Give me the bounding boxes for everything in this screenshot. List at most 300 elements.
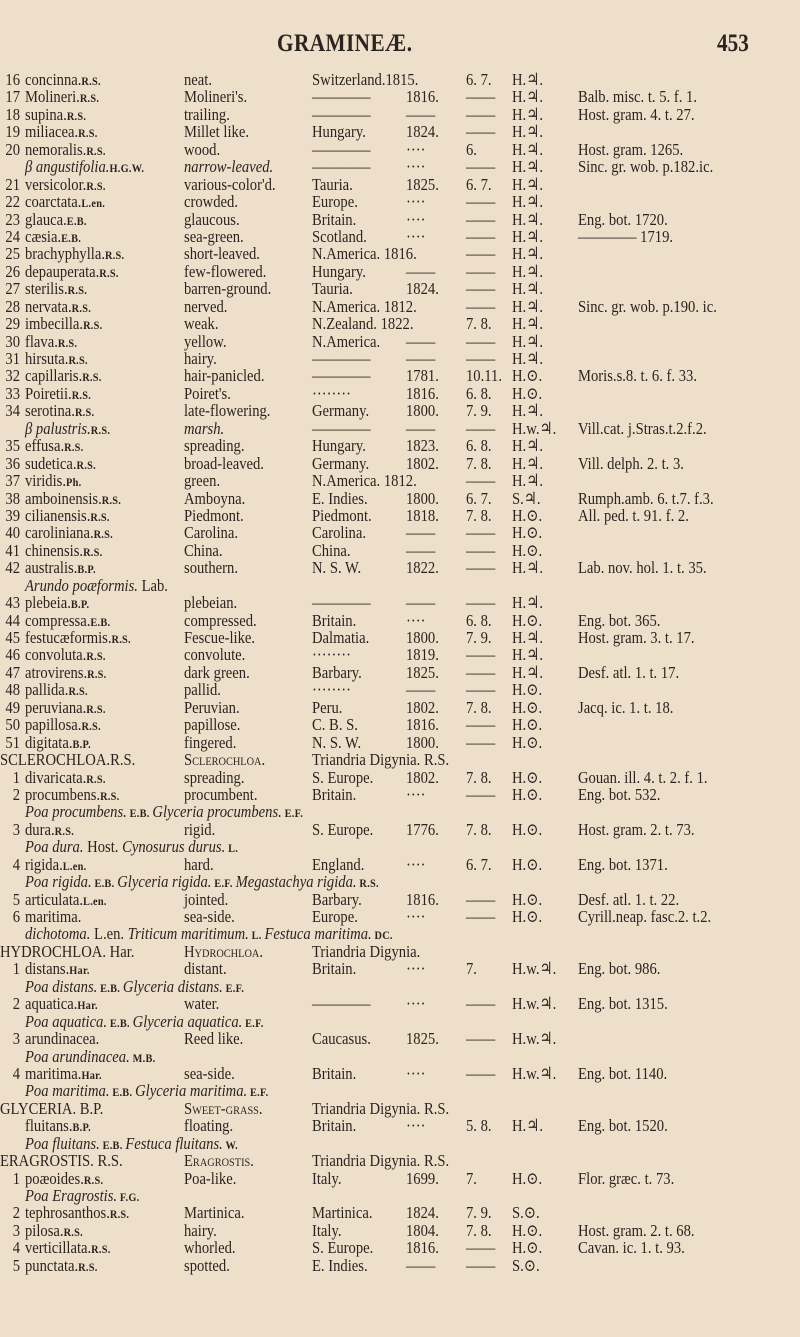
english-name: plebeian. [184,593,238,613]
english-name: neat. [184,70,213,89]
synonym-name: Poa distans. [25,976,98,996]
culture-duration: H.♃. [512,244,543,264]
species-number: 5 [12,1255,20,1275]
species-number: 28 [5,296,20,316]
species-row [0,472,800,489]
year-introduced: 1816. [406,715,439,735]
synonym-line [0,1082,800,1099]
species-epithet: amboinensis. [25,488,102,508]
synonym-name: Poa fluitans. [25,1133,100,1153]
native-country: ———— [312,349,371,368]
genus-english: Sweet-grass. [184,1098,263,1118]
species-number: 18 [5,104,20,124]
genus-heading [0,1100,800,1117]
year-introduced: ···· [406,854,426,874]
species-row [0,856,800,873]
english-name: Millet like. [184,122,249,142]
culture-duration: H.♃. [512,87,543,107]
native-country: Britain. [312,784,357,804]
english-name: Fescue-like. [184,628,256,647]
species-epithet: aquatica. [25,994,78,1014]
flowering-months: —— [466,732,496,752]
species-number: 31 [5,349,20,368]
synonym-line [0,1135,800,1152]
authority: R.S. [86,649,106,664]
english-name: whorled. [184,1238,236,1258]
synonym-name: Megastachya rigida. [235,872,357,892]
native-country: Scotland. [312,226,367,246]
figure-reference: Sinc. gr. wob. p.182.ic. [578,157,714,177]
synonym-name: Cynosurus durus. [122,837,226,857]
species-number: 22 [5,192,20,212]
culture-duration: H.⊙. [512,819,543,839]
native-country: N.Zealand. 1822. [312,314,414,334]
english-name: sea-side. [184,907,235,926]
culture-duration: H.⊙. [512,540,543,560]
species-epithet: distans. [25,959,70,979]
english-name: jointed. [184,889,229,909]
species-row [0,699,800,716]
year-introduced: —— [406,331,436,351]
species-epithet: brachyphylla. [25,244,105,264]
species-row [0,960,800,977]
year-introduced: 1825. [406,1029,439,1049]
species-epithet: papillosa. [25,715,82,735]
species-number: 43 [5,593,20,613]
synonym-authority: E.F. [222,980,245,995]
flowering-months: 7. 8. [466,453,492,473]
native-country: Barbary. [312,889,362,909]
species-epithet: versicolor. [25,174,87,194]
year-introduced: ···· [406,139,426,159]
figure-reference: Eng. bot. 365. [578,610,661,630]
native-country: Switzerland.1815. [312,70,419,89]
english-name: yellow. [184,331,227,351]
species-number: 1 [12,1168,20,1188]
culture-duration: H.♃. [512,226,543,246]
figure-reference: Host. gram. 4. t. 27. [578,104,695,124]
genus-name: GLYCERIA. B.P. [0,1098,104,1118]
species-row [0,1117,800,1134]
culture-duration: H.⊙. [512,383,543,403]
flowering-months: —— [466,157,496,177]
species-epithet: poæoides. [25,1168,84,1188]
culture-duration: H.w.♃. [512,418,557,438]
authority: R.S. [78,1259,98,1274]
english-name: glaucous. [184,209,240,229]
species-epithet: flava. [25,331,58,351]
species-name [25,1257,98,1276]
culture-duration: H.♃. [512,401,543,421]
culture-duration: H.♃. [512,436,543,456]
synonym-line [0,577,800,594]
species-epithet: convoluta. [25,645,87,665]
authority: R.S. [93,527,113,542]
authority: E.B. [61,230,82,245]
species-number: 45 [5,628,20,647]
year-introduced: 1816. [406,87,439,107]
species-epithet: australis. [25,558,78,578]
authority: R.S. [81,74,101,88]
figure-reference: Host. gram. 3. t. 17. [578,628,695,647]
synonym-name: Glyceria maritima. [135,1081,248,1101]
native-country: Hungary. [312,122,366,142]
species-epithet: pallida. [25,680,69,700]
synonym-name: Glyceria rigida. [117,872,212,892]
species-number: 16 [5,70,20,89]
english-name: hairy. [184,1220,217,1240]
species-row [0,507,800,524]
culture-duration: H.⊙. [512,854,543,874]
species-row [0,612,800,629]
native-country: ———— [312,87,371,107]
species-row [0,193,800,210]
flowering-months: —— [466,593,496,613]
species-number: 4 [12,1063,20,1083]
species-row [0,1204,800,1221]
flowering-months: —— [466,889,496,909]
species-number: 19 [5,122,20,142]
flowering-months: 10.11. [466,366,503,386]
flowering-months: 6. 7. [466,174,492,194]
culture-duration: H.♃. [512,70,543,89]
authority: R.S. [109,1207,130,1222]
english-name: water. [184,994,220,1014]
native-country: N.America. 1812. [312,471,417,491]
authority: R.S. [86,178,106,193]
authority: R.S. [83,544,103,559]
species-row [0,1257,800,1274]
synonym-name: Glyceria distans. [122,976,223,996]
flowering-months: —— [466,349,496,368]
authority: R.S. [57,335,78,350]
species-epithet: cæsia. [25,226,62,246]
species-number: 27 [5,279,20,299]
synonym-authority: L. [225,841,239,856]
culture-duration: H.♃. [512,139,543,159]
native-country: Tauria. [312,279,353,299]
flowering-months: —— [466,122,496,142]
species-row [0,280,800,297]
species-row [0,402,800,419]
culture-duration: H.♃. [512,453,543,473]
species-number: 6 [12,907,20,926]
native-country: N. S. W. [312,732,362,752]
figure-reference: ———— 1719. [578,226,674,246]
authority: R.S. [86,771,106,786]
native-country: Hungary. [312,436,366,456]
flowering-months: 6. 7. [466,488,492,508]
flowering-months: 7. [466,1168,477,1188]
flowering-months: 6. 7. [466,854,492,874]
figure-reference: Host. gram. 1265. [578,139,684,159]
species-epithet: nemoralis. [25,139,87,159]
culture-duration: H.⊙. [512,680,543,700]
year-introduced: ···· [406,610,426,630]
species-epithet: fluitans. [25,1116,73,1136]
figure-reference: Rumph.amb. 6. t.7. f.3. [578,488,714,508]
synonym-authority: E.B. [99,1137,126,1152]
flowering-months: —— [466,261,496,281]
species-epithet: sudetica. [25,453,77,473]
genus-english: Eragrostis. [184,1151,254,1171]
authority: R.S. [104,248,125,263]
figure-reference: Eng. bot. 1315. [578,994,668,1014]
flowering-months: —— [466,471,496,491]
figure-reference: Balb. misc. t. 5. f. 1. [578,87,697,107]
species-row [0,385,800,402]
flowering-months: 6. 8. [466,436,492,456]
synonym-line [0,803,800,820]
english-name: Poa-like. [184,1168,237,1188]
native-country: S. Europe. [312,1238,374,1258]
authority: L.en. [83,893,107,908]
species-epithet: capillaris. [25,366,83,386]
species-row [0,176,800,193]
species-number: 20 [5,139,20,159]
culture-duration: H.♃. [512,662,543,682]
authority: R.S. [91,1242,111,1257]
english-name: dark green. [184,662,250,682]
genus-heading [0,1152,800,1169]
species-epithet: articulata. [25,889,84,909]
species-epithet: effusa. [25,436,65,456]
flowering-months: —— [466,680,496,700]
species-number: 2 [12,1203,20,1223]
authority: R.S. [68,684,88,699]
linnaean-class: Triandria Digynia. [312,941,421,961]
species-number: 21 [5,174,20,194]
authority: R.S. [83,318,103,333]
english-name: broad-leaved. [184,453,264,473]
species-number: 32 [5,366,20,386]
species-number: 47 [5,662,20,682]
species-number: 4 [12,854,20,874]
species-epithet: compressa. [25,610,91,630]
flowering-months: —— [466,418,496,438]
culture-duration: H.♃. [512,122,543,142]
species-number: 3 [12,1029,20,1049]
species-epithet: Poiretii. [25,383,72,403]
flowering-months: —— [466,244,496,264]
english-name: nerved. [184,296,228,316]
synonym-authority: E.F. [247,1085,269,1100]
authority: R.S. [82,370,102,385]
species-epithet: maritima. [25,1063,82,1083]
english-name: China. [184,540,223,560]
culture-duration: H.⊙. [512,523,543,543]
species-number: 29 [5,314,20,334]
synonym-authority: Lab. [137,575,168,595]
native-country: ———— [312,139,371,159]
native-country: ········ [312,383,351,403]
flowering-months: —— [466,558,496,578]
species-row [0,559,800,576]
native-country: Germany. [312,453,370,473]
species-row [0,298,800,315]
species-row [0,158,800,175]
flowering-months: —— [466,192,496,212]
species-row [0,891,800,908]
figure-reference: Eng. bot. 532. [578,784,661,804]
figure-reference: Host. gram. 2. t. 73. [578,819,695,839]
species-row [0,437,800,454]
species-epithet: festucæformis. [25,628,112,647]
authority: R.S. [87,666,107,681]
authority: H.G.W. [109,161,145,176]
species-epithet: arundinacea. [25,1029,100,1049]
linnaean-class: Triandria Digynia. R.S. [312,750,450,770]
year-introduced: 1800. [406,401,439,421]
species-number: 49 [5,697,20,717]
species-number: 30 [5,331,20,351]
synonym-authority: DC. [371,928,393,943]
english-name: Poiret's. [184,383,231,403]
native-country: Peru. [312,697,343,717]
species-row [0,88,800,105]
year-introduced: —— [406,523,436,543]
flowering-months: —— [466,1063,496,1083]
authority: R.S. [66,108,87,123]
linnaean-class: Triandria Digynia. R.S. [312,1151,450,1171]
english-name: green. [184,471,221,491]
native-country: N.America. 1812. [312,296,417,316]
culture-duration: H.⊙. [512,732,543,752]
synonym-name: Triticum maritimum. [127,924,249,944]
culture-duration: H.♃. [512,104,543,124]
english-name: sea-green. [184,226,244,246]
species-number: 51 [5,732,20,752]
authority: R.S. [83,1172,104,1187]
english-name: Carolina. [184,523,239,543]
flowering-months: 7. 8. [466,314,492,334]
flowering-months: —— [466,662,496,682]
flowering-months: —— [466,331,496,351]
english-name: narrow-leaved. [184,157,274,177]
genus-heading [0,943,800,960]
synonym-authority: R.S. [356,876,379,891]
species-number: 2 [12,784,20,804]
native-country: Tauria. [312,174,353,194]
culture-duration: H.⊙. [512,715,543,735]
culture-duration: H.⊙. [512,907,543,926]
year-introduced: 1816. [406,889,439,909]
synonym-name: Arundo poæformis. [25,575,138,595]
species-number: 5 [12,889,20,909]
figure-reference: Eng. bot. 1371. [578,854,668,874]
synonym-line [0,925,800,942]
authority: Har. [69,963,90,978]
culture-duration: H.w.♃. [512,959,557,979]
synonym-line [0,1013,800,1030]
year-introduced: 1800. [406,488,439,508]
species-epithet: caroliniana. [25,523,94,543]
authority: R.S. [111,632,131,646]
culture-duration: H.w.♃. [512,1029,557,1049]
synonym-line [0,978,800,995]
year-introduced: —— [406,593,436,613]
synonym-authority: E.F. [281,806,304,821]
culture-duration: H.♃. [512,174,543,194]
culture-duration: H.⊙. [512,1168,543,1188]
year-introduced: —— [406,680,436,700]
year-introduced: ···· [406,907,426,926]
native-country: ———— [312,157,371,177]
culture-duration: H.⊙. [512,610,543,630]
year-introduced: 1776. [406,819,439,839]
flowering-months: —— [466,784,496,804]
english-name: late-flowering. [184,401,271,421]
year-introduced: 1781. [406,366,439,386]
english-name: weak. [184,314,219,334]
species-row [0,263,800,280]
native-country: N.America. 1816. [312,244,417,264]
culture-duration: H.⊙. [512,505,543,525]
year-introduced: 1822. [406,558,439,578]
page-title: GRAMINEÆ. [277,30,413,57]
native-country: ———— [312,418,371,438]
english-name: marsh. [184,418,225,438]
species-epithet: dura. [25,819,55,839]
authority: Har. [77,998,98,1013]
species-epithet: imbecilla. [25,314,84,334]
species-row [0,821,800,838]
native-country: C. B. S. [312,715,358,735]
native-country: Piedmont. [312,505,372,525]
flowering-months: 7. 8. [466,505,492,525]
authority: B.P. [72,736,91,751]
species-number: 3 [12,819,20,839]
species-epithet: atrovirens. [25,662,88,682]
native-country: S. Europe. [312,819,374,839]
figure-reference: Desf. atl. 1. t. 22. [578,889,680,909]
english-name: short-leaved. [184,244,260,264]
species-row [0,211,800,228]
english-name: spreading. [184,767,245,787]
species-number: 17 [5,87,20,107]
flowering-months: —— [466,104,496,124]
species-epithet: viridis. [25,471,67,491]
species-epithet: miliacea. [25,122,79,142]
flowering-months: —— [466,226,496,246]
synonym-name: Festuca fluitans. [125,1133,223,1153]
species-epithet: Molineri. [25,87,80,107]
year-introduced: 1823. [406,436,439,456]
year-introduced: ···· [406,994,426,1014]
species-row [0,106,800,123]
species-number: 3 [12,1220,20,1240]
synonym-name: Glyceria aquatica. [132,1011,243,1031]
species-number: 38 [5,488,20,508]
english-name: southern. [184,558,239,578]
species-row [0,629,800,646]
year-introduced: 1800. [406,628,439,647]
native-country: E. Indies. [312,1255,368,1275]
species-row [0,542,800,559]
year-introduced: ···· [406,209,426,229]
authority: B.P. [70,597,90,612]
native-country: ———— [312,994,371,1014]
culture-duration: H.♃. [512,331,543,351]
synonym-authority: E.B. [107,1015,133,1030]
native-country: Britain. [312,610,357,630]
year-introduced: —— [406,540,436,560]
year-introduced: ···· [406,226,426,246]
species-epithet: peruviana. [25,697,87,717]
culture-duration: S.⊙. [512,1203,540,1223]
year-introduced: 1824. [406,122,439,142]
species-row [0,524,800,541]
